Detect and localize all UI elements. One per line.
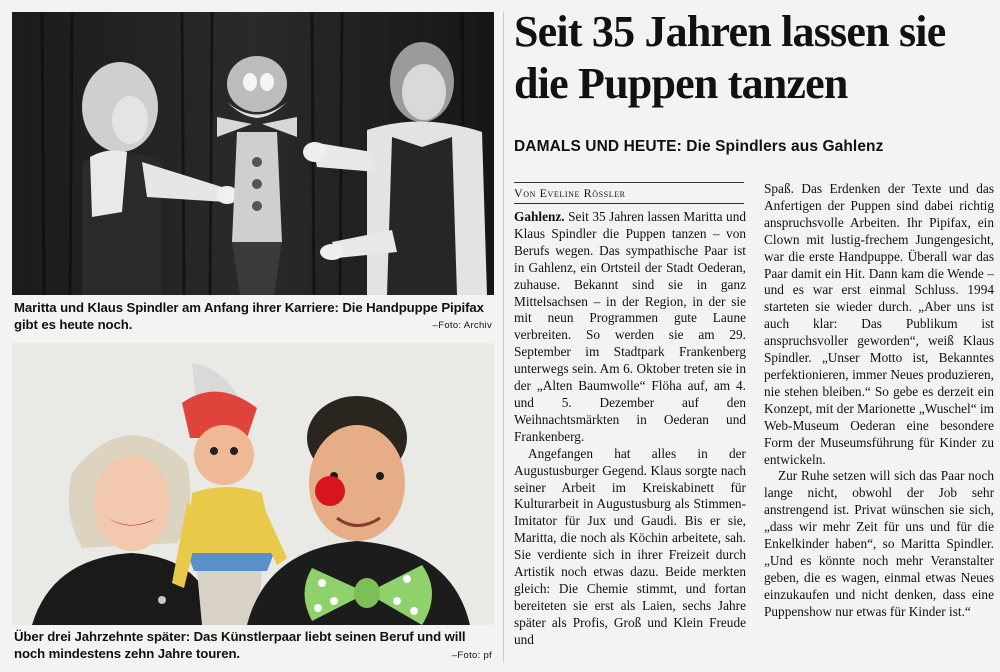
article-subhead: DAMALS UND HEUTE: Die Spindlers aus Gahlenz (514, 138, 884, 155)
article-column (514, 209, 746, 649)
article-paragraph (514, 209, 746, 446)
photo-credit: –Foto: Archiv (432, 320, 492, 331)
archive-photo (12, 12, 494, 295)
recent-photo (12, 343, 494, 625)
photo-credit: –Foto: pf (451, 650, 492, 661)
photo-caption: Maritta und Klaus Spindler am Anfang ihrer Karriere: Die Handpuppe Pipifax gibt es heute noch. (14, 300, 484, 332)
photo-caption: Über drei Jahrzehnte später: Das Künstlerpaar liebt seinen Beruf und will noch mindestens zehn Jahre touren. (14, 629, 466, 661)
article-column (764, 181, 994, 621)
article-byline: Von Eveline Rössler (514, 182, 744, 204)
article-headline: Seit 35 Jahren lassen sie die Puppen tanzen (514, 7, 946, 108)
article-paragraph: Zur Ruhe setzen will sich das Paar noch lange nicht, obwohl der Job sehr anstrengend ist. Privat wünschen sie sich, „dass wir mehr Zeit für uns und für die Enkelkinder haben“, so Maritta Spindler. „Und es könnte noch mehr Veranstalter geben, die es wagen, einmal etwas Neues einzukaufen und nicht denken, dass eine Puppenshow nur etwas für Kinder ist.“ (764, 468, 994, 619)
article-paragraph-text: Seit 35 Jahren lassen Maritta und Klaus Spindler die Puppen tanzen – von Berufs wegen. Das sympathische Paar ist in Gahlenz, ein Ortsteil der Stadt Oederan, zuhause. Bekannt sind sie in ganz Mittelsachsen – in der Region, in der sie mit neun Programmen gute Laune verbreiten. So werden sie am 29. September im Stadtpark Frankenberg unterwegs sein. Am 6. Oktober treten sie in der „Alten Baumwolle“ Flöha auf, am 4. und 5. Dezember auf den Weihnachtsmärkten in Oederan und Frankenberg. (514, 209, 747, 444)
column-divider (503, 12, 504, 662)
article-paragraph: Spaß. Das Erdenken der Texte und das Anfertigen der Puppen sind dabei richtig anspruchsvolle Arbeiten. Ihr Pipifax, ein Clown mit lustig-frechem Jungengesicht, war die erste Handpuppe. Überall war das Paar damit ein Hit. Dann kam die Wende – und es war erst einmal Schluss. 1994 starteten sie wieder durch. „Aber uns ist auch klar: Das Publikum ist anspruchsvoller geworden“, weiß Klaus Spindler. „Unser Motto ist, Bekanntes perfektionieren, immer Neues produzieren, nie stehen bleiben.“ So gebe es derzeit ein Konzept, mit der Marionette „Wuschel“ im Web-Museum Oederan eine besondere Form der Museumsführung für Kinder zu entwickeln. (764, 181, 994, 467)
article-paragraph: Angefangen hat alles in der Augustusburger Gegend. Klaus sorgte nach seiner Arbeit im Kreiskabinett für Kulturarbeit in Augustusburg als Stimmen-Imitator für Jux und Gaudi. Bis er sie, Maritta, die noch als Köchin arbeitete, sah. Sie verdiente sich in ihrer Freizeit durch Artistik noch etwas dazu. Beide merkten gleich: Die Chemie stimmt, und fortan bereiteten sie erst als Laien, sechs Jahre später als Profis, Groß und Klein Freude und (514, 445, 746, 647)
article-dateline: Gahlenz. (514, 209, 565, 224)
